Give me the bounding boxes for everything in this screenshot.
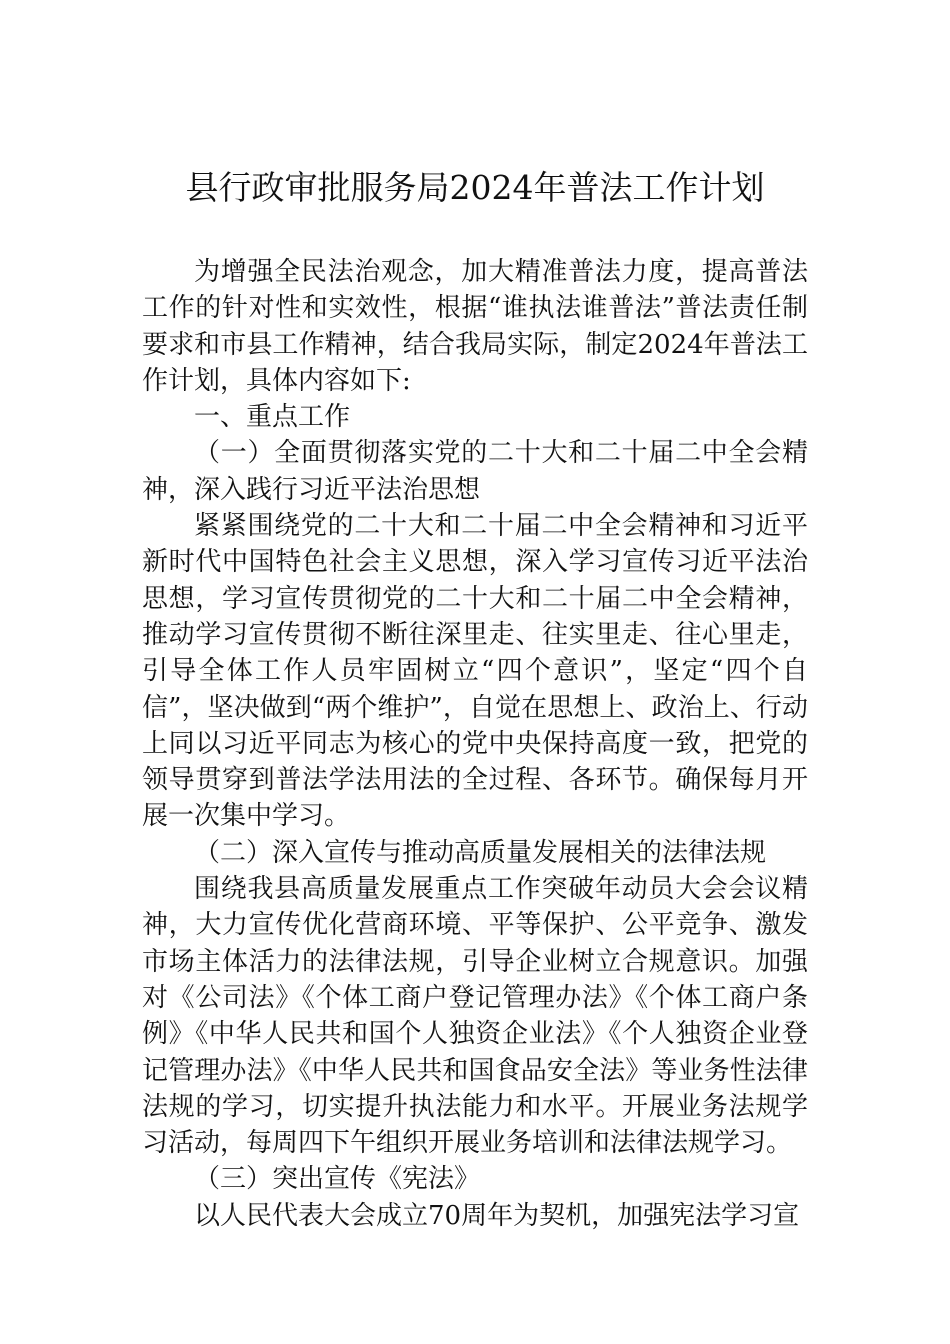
document-title: 县行政审批服务局2024年普法工作计划 bbox=[185, 168, 765, 207]
subsection-body-3: 以人民代表大会成立70周年为契机，加强宪法学习宣 bbox=[194, 1200, 800, 1231]
subsection-body-1: 紧紧围绕党的二十大和二十届二中全会精神和习近平新时代中国特色社会主义思想，深入学习宣传习近平法治思想，学习宣传贯彻党的二十大和二十届二中全会精神，推动学习宣传贯彻不断往深里走、往实里走、往心里走，引导全体工作人员牢固树立“四个意识”，坚定“四个自信”，坚决做到“两个维护”，自觉在思想上、政治上、行动上同以习近平同志为核心的党中央保持高度一致，把党的领导贯穿到普法学法用法的全过程、各环节。确保每月开展一次集中学习。 bbox=[142, 511, 808, 832]
section-heading-key-work: 一、重点工作 bbox=[194, 402, 351, 433]
subsection-heading-2: （二）深入宣传与推动高质量发展相关的法律法规 bbox=[194, 837, 767, 868]
subsection-heading-3: （三）突出宣传《宪法》 bbox=[194, 1164, 481, 1195]
subsection-heading-1: （一）全面贯彻落实党的二十大和二十届二中全会精神，深入践行习近平法治思想 bbox=[142, 438, 808, 505]
subsection-body-2: 围绕我县高质量发展重点工作突破年动员大会会议精神，大力宣传优化营商环境、平等保护、公平竞争、激发市场主体活力的法律法规，引导企业树立合规意识。加强对《公司法》《个体工商户登记管理办法》《个体工商户条例》《中华人民共和国个人独资企业法》《个人独资企业登记管理办法》《中华人民共和国食品安全法》等业务性法律法规的学习，切实提升执法能力和水平。开展业务法规学习活动，每周四下午组织开展业务培训和法律法规学习。 bbox=[142, 874, 808, 1159]
intro-paragraph: 为增强全民法治观念，加大精准普法力度，提高普法工作的针对性和实效性，根据“谁执法谁普法”普法责任制要求和市县工作精神，结合我局实际，制定2024年普法工作计划，具体内容如下: bbox=[142, 257, 808, 396]
document-body bbox=[142, 254, 808, 1234]
